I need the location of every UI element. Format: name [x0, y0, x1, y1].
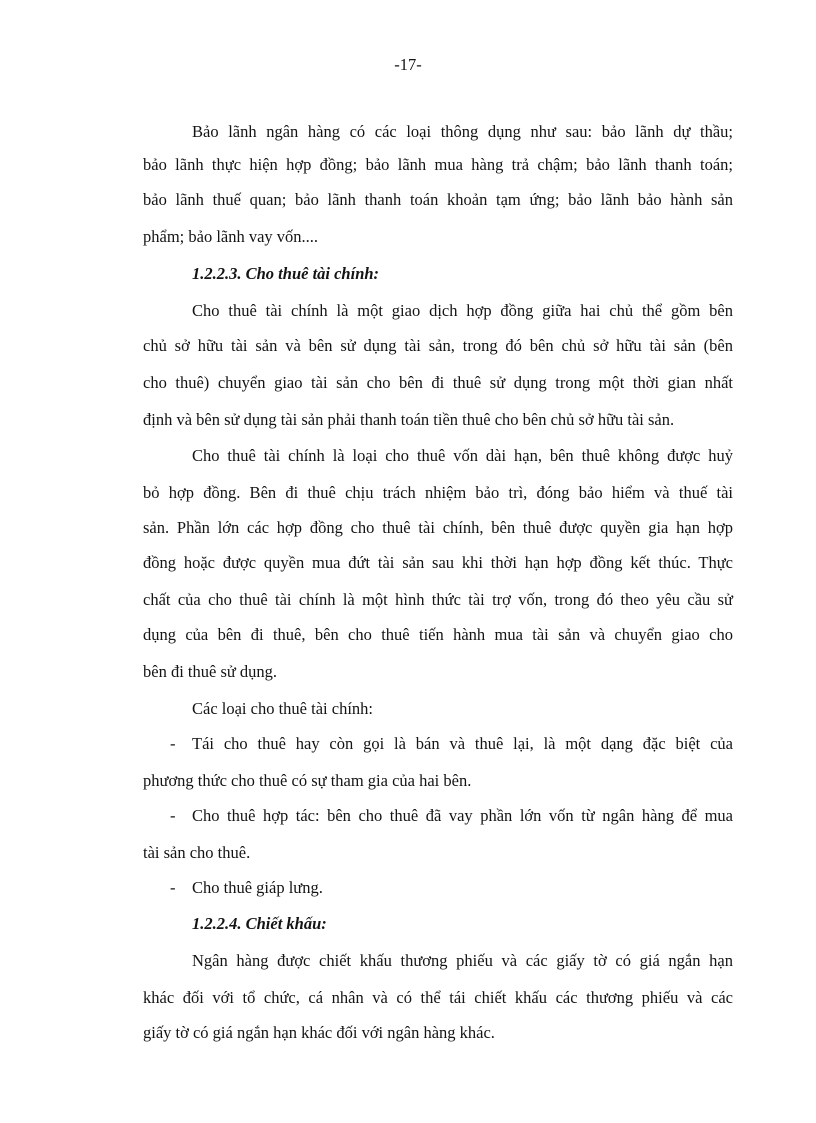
- paragraph-line: chất của cho thuê tài chính là một hình thức tài trợ vốn, trong đó theo yêu cầu sử: [143, 590, 733, 609]
- bullet-line: phương thức cho thuê có sự tham gia của hai bên.: [143, 771, 472, 790]
- paragraph-line: bảo lãnh thực hiện hợp đồng; bảo lãnh mua hàng trả chậm; bảo lãnh thanh toán;: [143, 155, 733, 174]
- section-heading: 1.2.2.4. Chiết khấu:: [192, 914, 327, 933]
- bullet-line: Tái cho thuê hay còn gọi là bán và thuê lại, là một dạng đặc biệt của: [192, 734, 733, 753]
- paragraph-line: bên đi thuê sử dụng.: [143, 662, 278, 681]
- paragraph-line: giấy tờ có giá ngắn hạn khác đối với ngân hàng khác.: [143, 1023, 495, 1042]
- paragraph-line: Ngân hàng được chiết khấu thương phiếu và các giấy tờ có giá ngắn hạn: [192, 951, 733, 970]
- paragraph-line: Bảo lãnh ngân hàng có các loại thông dụng như sau: bảo lãnh dự thầu;: [192, 122, 733, 141]
- bullet-dash: -: [170, 734, 176, 753]
- bullet-line: Cho thuê giáp lưng.: [192, 878, 323, 897]
- paragraph-line: cho thuê) chuyển giao tài sản cho bên đi thuê sử dụng trong một thời gian nhất: [143, 373, 733, 392]
- paragraph-line: đồng hoặc được quyền mua đứt tài sản sau khi thời hạn hợp đồng kết thúc. Thực: [143, 553, 733, 572]
- paragraph-line: Cho thuê tài chính là loại cho thuê vốn dài hạn, bên thuê không được huỷ: [192, 446, 733, 465]
- paragraph-line: định và bên sử dụng tài sản phải thanh toán tiền thuê cho bên chủ sở hữu tài sản.: [143, 410, 675, 429]
- bullet-dash: -: [170, 878, 176, 897]
- paragraph-line: phẩm; bảo lãnh vay vốn....: [143, 227, 319, 246]
- section-heading: 1.2.2.3. Cho thuê tài chính:: [192, 264, 380, 283]
- paragraph-line: bỏ hợp đồng. Bên đi thuê chịu trách nhiệm bảo trì, đóng bảo hiểm và thuế tài: [143, 483, 733, 502]
- paragraph-line: Các loại cho thuê tài chính:: [192, 699, 373, 718]
- paragraph-line: bảo lãnh thuế quan; bảo lãnh thanh toán khoản tạm ứng; bảo lãnh bảo hành sản: [143, 190, 733, 209]
- paragraph-line: dụng của bên đi thuê, bên cho thuê tiến hành mua tài sản và chuyển giao cho: [143, 625, 733, 644]
- paragraph-line: khác đối với tổ chức, cá nhân và có thể tái chiết khấu các thương phiếu và các: [143, 988, 733, 1007]
- bullet-dash: -: [170, 806, 176, 825]
- paragraph-line: chủ sở hữu tài sản và bên sử dụng tài sản, trong đó bên chủ sở hữu tài sản (bên: [143, 336, 733, 355]
- bullet-line: tài sản cho thuê.: [143, 843, 251, 862]
- bullet-line: Cho thuê hợp tác: bên cho thuê đã vay phần lớn vốn từ ngân hàng để mua: [192, 806, 733, 825]
- page-number: -17-: [394, 55, 422, 74]
- paragraph-line: Cho thuê tài chính là một giao dịch hợp đồng giữa hai chủ thể gồm bên: [192, 301, 733, 320]
- paragraph-line: sản. Phần lớn các hợp đồng cho thuê tài chính, bên thuê được quyền gia hạn hợp: [143, 518, 733, 537]
